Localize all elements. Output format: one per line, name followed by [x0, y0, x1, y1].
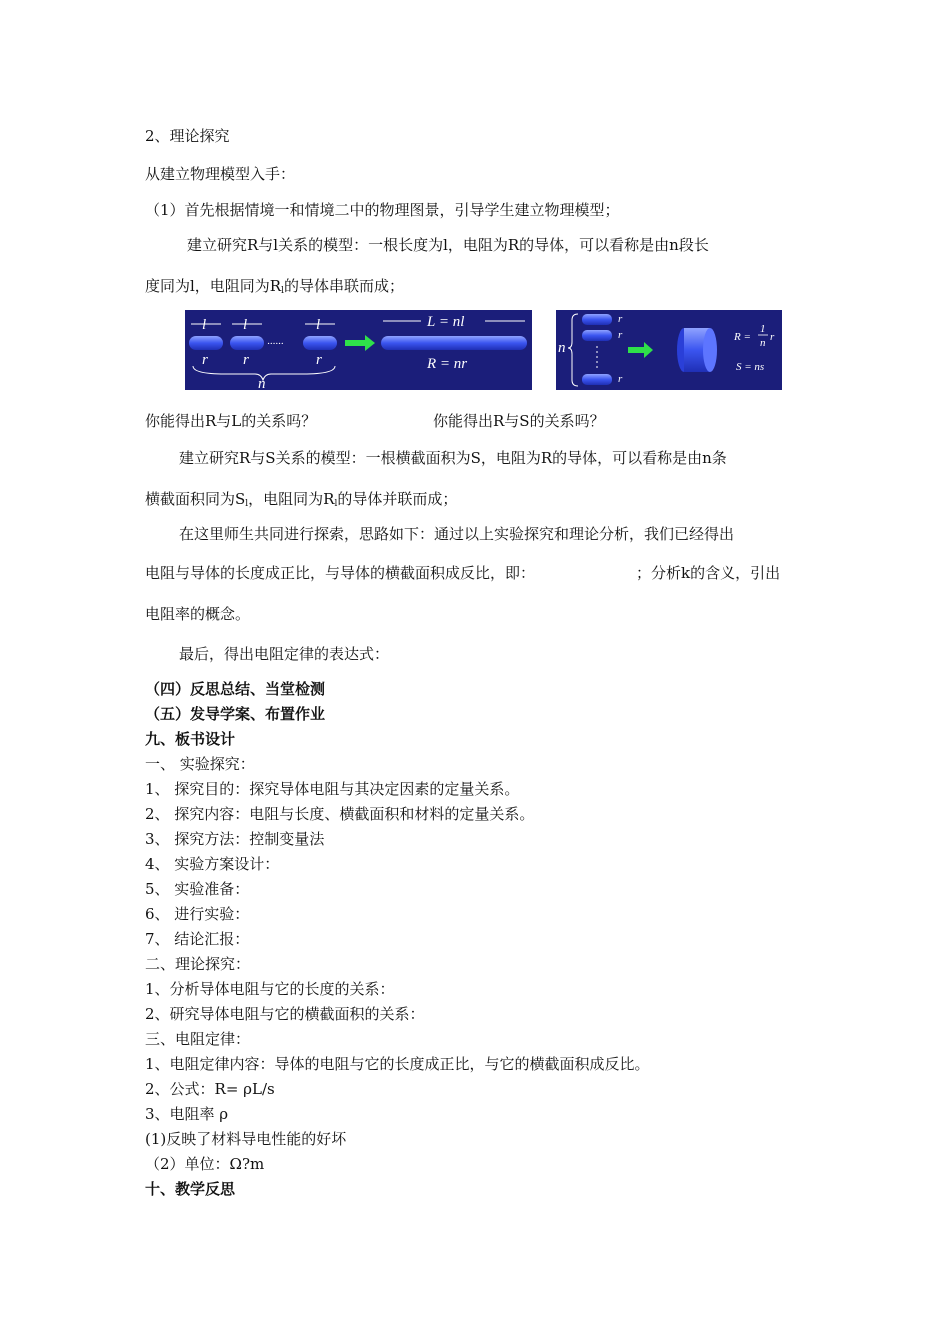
svg-text:S = ns: S = ns	[736, 361, 765, 373]
list-item: 3、 探究方法：控制变量法	[145, 830, 325, 848]
svg-text:l: l	[202, 317, 207, 333]
list-item: 1、分析导体电阻与它的长度的关系：	[145, 980, 395, 998]
paragraph: ；分析k的含义，引出	[636, 564, 781, 582]
list-item: 2、公式：R= ρL/s	[145, 1080, 275, 1098]
paragraph: 建立研究R与S关系的模型：一根横截面积为S，电阻为R的导体，可以看称是由n条	[179, 449, 727, 467]
list-item: (1)反映了材料导电性能的好坏	[145, 1130, 347, 1148]
svg-text:r: r	[618, 373, 623, 385]
paragraph: 在这里师生共同进行探索，思路如下：通过以上实验探究和理论分析，我们已经得出	[179, 525, 735, 543]
question-r-l: 你能得出R与L的关系吗？	[145, 412, 317, 430]
list-item: 1、 探究目的：探究导体电阻与其决定因素的定量关系。	[145, 780, 520, 798]
list-item: （2）单位：Ω?m	[145, 1155, 265, 1173]
list-item: 7、 结论汇报：	[145, 930, 250, 948]
svg-text:R = nr: R = nr	[427, 356, 468, 372]
list-item: 4、 实验方案设计：	[145, 855, 280, 873]
svg-text:······: ······	[267, 338, 284, 350]
segment-n	[303, 336, 337, 350]
paragraph: 电阻率的概念。	[145, 605, 251, 623]
paragraph: （1）首先根据情境一和情境二中的物理图景，引导学生建立物理模型；	[145, 201, 620, 219]
heading-homework: （五）发导学案、布置作业	[145, 705, 326, 723]
svg-text:n: n	[258, 376, 266, 390]
paragraph: 建立研究R与l关系的模型：一根长度为l，电阻为R的导体，可以看称是由n段长	[187, 236, 709, 254]
heading-board-design: 九、板书设计	[145, 730, 236, 748]
paragraph: 从建立物理模型入手：	[145, 165, 296, 183]
svg-text:L = nl: L = nl	[427, 314, 465, 330]
svg-text:r: r	[770, 331, 775, 343]
heading-teaching-reflection: 十、教学反思	[145, 1180, 236, 1198]
heading-reflection-test: （四）反思总结、当堂检测	[145, 680, 326, 698]
svg-text:n: n	[760, 337, 766, 349]
svg-text:r: r	[618, 313, 623, 325]
svg-text:l: l	[243, 317, 248, 333]
list-item: 一、 实验探究：	[145, 755, 255, 773]
list-item: 6、 进行实验：	[145, 905, 250, 923]
svg-text:r: r	[618, 329, 623, 341]
svg-text:1: 1	[760, 323, 766, 335]
list-item: 5、 实验准备：	[145, 880, 250, 898]
svg-text:r: r	[243, 352, 249, 368]
section-title-theory: 2、理论探究	[145, 127, 230, 145]
paragraph: 最后，得出电阻定律的表达式：	[179, 645, 390, 663]
list-item: 3、电阻率 ρ	[145, 1105, 229, 1123]
svg-text:n: n	[558, 340, 566, 356]
svg-text:r: r	[202, 352, 208, 368]
question-r-s: 你能得出R与S的关系吗？	[433, 412, 605, 430]
paragraph: 横截面积同为$S_l$，电阻同为$R_l$的导体并联而成；	[145, 490, 458, 509]
segment-2	[230, 336, 264, 350]
list-item: 二、理论探究：	[145, 955, 251, 973]
paragraph: 电阻与导体的长度成正比，与导体的横截面积成反比，即：	[145, 564, 536, 582]
series-model-figure	[185, 310, 532, 390]
list-item: 三、电阻定律：	[145, 1030, 251, 1048]
list-item: 2、 探究内容：电阻与长度、横截面积和材料的定量关系。	[145, 805, 535, 823]
segment-1	[189, 336, 223, 350]
parallel-model-figure	[556, 310, 782, 390]
svg-text:R =: R =	[734, 331, 751, 343]
list-item: 2、研究导体电阻与它的横截面积的关系：	[145, 1005, 425, 1023]
list-item: 1、电阻定律内容：导体的电阻与它的长度成正比，与它的横截面积成反比。	[145, 1055, 650, 1073]
svg-text:l: l	[316, 317, 321, 333]
paragraph: 度同为l，电阻同为$R_l$的导体串联而成；	[145, 277, 404, 296]
svg-text:r: r	[316, 352, 322, 368]
